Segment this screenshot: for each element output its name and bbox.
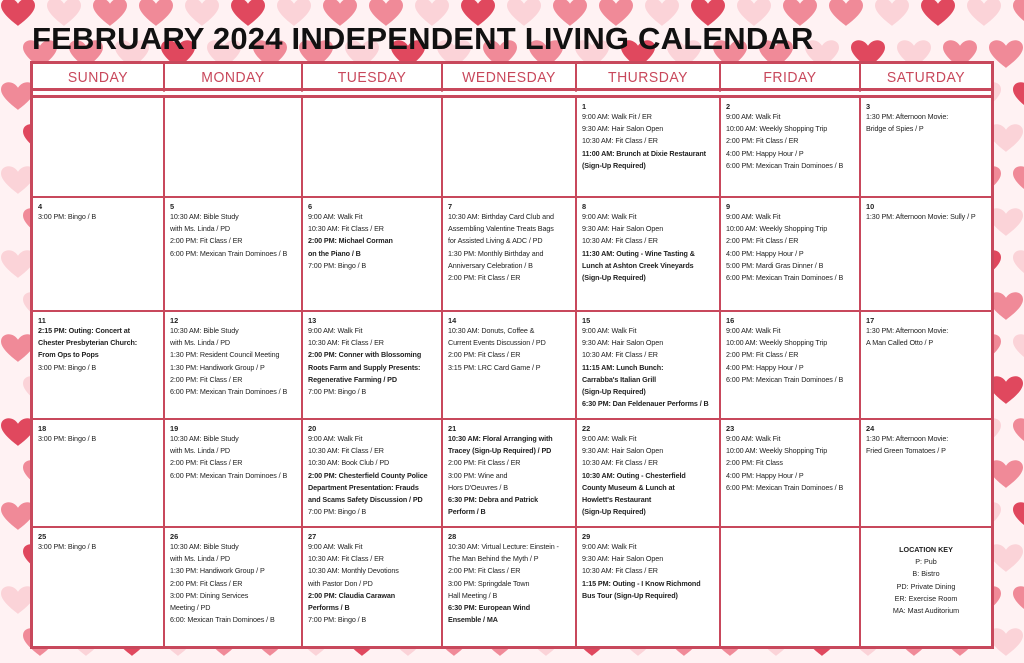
day-number: 28 [448,532,457,541]
heart-decoration [989,40,1023,68]
event-line: 2:00 PM: Fit Class [726,458,783,468]
event-line: 3:00 PM: Bingo / B [38,434,97,443]
event-line: 1:30 PM: Handiwork Group / P [170,566,265,576]
event-line: Hall Meeting / B [448,590,498,600]
event-line: 2:00 PM: Conner with Blossoming [308,350,422,360]
day-number: 6 [308,202,313,211]
location-key-item: MA: Mast Auditorium [892,606,960,616]
event-line: Performs / B [308,603,350,613]
event-line: 2:00 PM: Fit Class / ER [170,236,243,246]
event-line: 2:00 PM: Michael Corman [308,236,393,246]
event-line: A Man Called Otto / P [866,338,934,348]
event-line: 7:00 PM: Bingo / B [308,615,367,625]
event-line: The Man Behind the Myth / P [448,554,539,564]
event-line: 3:00 PM: Wine and [448,470,508,480]
day-number [170,102,296,111]
event-line: Assembling Valentine Treats Bags [448,224,554,234]
event-line: 7:00 PM: Bingo / B [308,260,367,270]
event-line: 10:30 AM: Fit Class / ER [308,338,384,348]
day-cell [721,98,861,198]
day-cell [577,420,721,528]
location-key-title: LOCATION KEY [899,545,953,554]
event-line: 9:00 AM: Walk Fit [582,434,637,443]
event-line: 10:30 AM: Fit Class / ER [582,350,658,360]
event-line: 6:00 PM: Mexican Train Dominoes / B [726,482,844,492]
event-line: 6:30 PM: Dan Feldenauer Performs / B [582,399,709,409]
location-key-item: P: Pub [915,557,937,567]
event-line: 3:00 PM: Bingo / B [38,542,97,551]
day-number: 4 [38,202,43,211]
day-cell [861,198,991,312]
event-line: 10:30 AM: Fit Class / ER [582,458,658,468]
event-line: 10:30 AM: Monthly Devotions [308,566,399,576]
day-cell [303,528,443,646]
event-line: 3:00 PM: Bingo / B [38,362,97,372]
weekday-header-saturday: SATURDAY [886,68,966,86]
event-line: 1:30 PM: Monthly Birthday and [448,248,544,258]
event-line: with Ms. Linda / PD [170,224,231,234]
event-line: 2:00 PM: Fit Class / ER [170,374,243,384]
page-title: FEBRUARY 2024 INDEPENDENT LIVING CALENDAR [32,21,814,56]
day-cell [861,312,991,420]
day-number: 16 [726,316,735,325]
day-number: 5 [170,202,175,211]
event-line: 9:00 AM: Walk Fit [726,212,781,221]
event-line: 6:00: Mexican Train Dominoes / B [170,615,275,625]
day-number: 10 [866,202,875,211]
event-line: 9:00 AM: Walk Fit / ER [582,112,652,121]
location-key-item: B: Bistro [912,569,940,579]
event-line: 4:00 PM: Happy Hour / P [726,248,804,258]
heart-decoration [1013,586,1024,614]
event-line: Bus Tour (Sign-Up Required) [582,590,678,600]
day-number: 8 [582,202,587,211]
heart-decoration [1013,250,1024,278]
day-number [308,102,436,111]
event-line: Perform / B [448,507,486,517]
event-line: 7:00 PM: Bingo / B [308,387,367,397]
event-line: on the Piano / B [308,248,361,258]
event-line: 10:30 AM: Floral Arranging with [448,434,553,443]
day-cell [443,198,577,312]
event-line: 2:00 PM: Fit Class / ER [726,236,799,246]
event-line: 3:00 PM: Bingo / B [38,212,97,221]
weekday-header-tuesday: TUESDAY [303,63,443,91]
event-line: with Ms. Linda / PD [170,338,231,348]
event-line: 10:30 AM: Bible Study [170,542,239,551]
event-line: 6:30 PM: Debra and Patrick [448,495,539,505]
day-cell [33,198,165,312]
event-line: (Sign-Up Required) [582,387,646,397]
heart-decoration [989,460,1023,488]
day-cell [33,98,165,198]
day-cell [577,98,721,198]
day-number: 22 [582,424,591,433]
event-line: with Ms. Linda / PD [170,554,231,564]
heart-decoration [1013,418,1024,446]
event-line: 9:30 AM: Hair Salon Open [582,446,664,456]
event-line: Carrabba's Italian Grill [582,374,657,384]
day-number: 20 [308,424,317,433]
event-line: 6:00 PM: Mexican Train Dominoes / B [726,160,844,170]
location-key [861,528,991,646]
day-cell [303,198,443,312]
event-line: 10:30 AM: Bible Study [170,434,239,443]
day-number: 9 [726,202,731,211]
day-number: 27 [308,532,317,541]
event-line: Bridge of Spies / P [866,124,924,134]
event-line: 2:00 PM: Fit Class / ER [170,458,243,468]
event-line: (Sign-Up Required) [582,273,646,283]
event-line: 1:15 PM: Outing - I Know Richmond [582,578,701,588]
day-number: 29 [582,532,591,541]
event-line: 10:00 AM: Weekly Shopping Trip [726,338,828,348]
heart-decoration [967,0,1001,26]
event-line: 4:00 PM: Happy Hour / P [726,362,804,372]
event-line: 10:30 AM: Birthday Card Club and [448,212,554,221]
event-line: 10:30 AM: Outing - Chesterfield [582,470,686,480]
day-cell [165,528,303,646]
day-cell [33,312,165,420]
event-line: 10:30 AM: Bible Study [170,326,239,335]
event-line: 9:30 AM: Hair Salon Open [582,224,664,234]
day-number: 14 [448,316,457,325]
event-line: 10:00 AM: Weekly Shopping Trip [726,446,828,456]
event-line: 10:30 AM: Fit Class / ER [582,566,658,576]
calendar-grid [30,61,994,649]
location-key-item: PD: Private Dining [896,581,956,591]
day-cell [721,420,861,528]
event-line: 9:30 AM: Hair Salon Open [582,554,664,564]
day-cell [443,312,577,420]
heart-decoration [1013,82,1024,110]
event-line: 9:00 AM: Walk Fit [308,434,363,443]
heart-decoration [1013,0,1024,26]
event-line: 2:00 PM: Fit Class / ER [448,566,521,576]
event-line: 10:30 AM: Fit Class / ER [308,446,384,456]
event-line: Howlett's Restaurant [582,495,652,505]
event-line: 2:00 PM: Fit Class / ER [170,578,243,588]
heart-decoration [875,0,909,26]
event-line: 1:30 PM: Afternoon Movie: Sully / P [866,212,976,221]
event-line: 1:30 PM: Afternoon Movie: [866,434,949,443]
day-number: 23 [726,424,735,433]
event-line: 4:00 PM: Happy Hour / P [726,148,804,158]
day-cell [443,528,577,646]
day-number: 21 [448,424,457,433]
event-line: 3:00 PM: Dining Services [170,590,249,600]
weekday-header-thursday: THURSDAY [577,63,721,91]
event-line: 2:15 PM: Outing: Concert at [38,326,130,335]
day-number: 19 [170,424,179,433]
event-line: and Scams Safety Discussion / PD [308,495,423,505]
event-line: with Ms. Linda / PD [170,446,231,456]
day-number: 25 [38,532,47,541]
day-cell [33,420,165,528]
heart-decoration [1013,502,1024,530]
day-number [38,102,158,111]
event-line: 9:00 AM: Walk Fit [582,212,637,221]
heart-decoration [829,0,863,26]
event-line: 2:00 PM: Claudia Carawan [308,590,396,600]
day-number [448,102,570,111]
day-number [726,532,854,541]
event-line: 10:30 AM: Donuts, Coffee & [448,326,535,335]
heart-decoration [1,0,35,26]
event-line: County Museum & Lunch at [582,482,675,492]
day-cell [443,98,577,198]
event-line: 2:00 PM: Fit Class / ER [448,350,521,360]
event-line: 6:30 PM: European Wind [448,603,530,613]
event-line: 9:00 AM: Walk Fit [308,542,363,551]
event-line: 10:30 AM: Fit Class / ER [582,236,658,246]
event-line: Fried Green Tomatoes / P [866,446,946,456]
event-line: Hors D'Oeuvres / B [448,482,508,492]
weekday-header-wednesday: WEDNESDAY [443,63,577,91]
event-line: for Assisted Living & ADC / PD [448,236,543,246]
event-line: 11:30 AM: Outing - Wine Tasting & [582,248,695,258]
event-line: Tracey (Sign-Up Required) / PD [448,446,552,456]
event-line: 1:30 PM: Afternoon Movie: [866,112,949,121]
event-line: 11:00 AM: Brunch at Dixie Restaurant [582,148,706,158]
event-line: 2:00 PM: Fit Class / ER [448,273,521,283]
day-number: 26 [170,532,179,541]
day-number: 3 [866,102,871,111]
event-line: 2:00 PM: Fit Class / ER [726,136,799,146]
event-line: Lunch at Ashton Creek Vineyards [582,260,694,270]
event-line: Chester Presbyterian Church: [38,338,138,348]
heart-decoration [989,124,1023,152]
event-line: 10:30 AM: Book Club / PD [308,458,390,468]
event-line: 3:00 PM: Springdale Town [448,578,530,588]
event-line: 6:00 PM: Mexican Train Dominoes / B [170,387,288,397]
event-line: 9:00 AM: Walk Fit [582,542,637,551]
event-line: 5:00 PM: Mardi Gras Dinner / B [726,260,824,270]
day-number: 18 [38,424,47,433]
heart-decoration [989,208,1023,236]
event-line: 4:00 PM: Happy Hour / P [726,470,804,480]
event-line: 6:00 PM: Mexican Train Dominoes / B [726,374,844,384]
day-number: 24 [866,424,875,433]
event-line: (Sign-Up Required) [582,160,646,170]
event-line: 9:00 AM: Walk Fit [308,212,363,221]
event-line: Current Events Discussion / PD [448,338,546,348]
day-number: 15 [582,316,591,325]
event-line: 2:00 PM: Fit Class / ER [448,458,521,468]
event-line: 10:00 AM: Weekly Shopping Trip [726,124,828,134]
day-cell [165,312,303,420]
heart-decoration [989,544,1023,572]
day-cell [165,198,303,312]
day-cell [861,420,991,528]
event-line: (Sign-Up Required) [582,507,646,517]
event-line: 6:00 PM: Mexican Train Dominoes / B [726,273,844,283]
day-cell [721,198,861,312]
heart-decoration [989,292,1023,320]
event-line: 1:30 PM: Resident Council Meeting [170,350,280,360]
event-line: 10:00 AM: Weekly Shopping Trip [726,224,828,234]
day-cell [577,198,721,312]
event-line: 10:30 AM: Fit Class / ER [308,224,384,234]
heart-decoration [921,0,955,26]
event-line: 1:30 PM: Afternoon Movie: [866,326,949,335]
day-number: 2 [726,102,731,111]
day-cell [165,420,303,528]
event-line: 10:30 AM: Bible Study [170,212,239,221]
event-line: 9:30 AM: Hair Salon Open [582,338,664,348]
event-line: 9:00 AM: Walk Fit [726,112,781,121]
weekday-header-friday: FRIDAY [721,63,861,91]
event-line: Regenerative Farming / PD [308,374,397,384]
day-number: 12 [170,316,179,325]
day-cell [165,98,303,198]
heart-decoration [989,376,1023,404]
day-cell [721,528,861,646]
event-line: 2:00 PM: Fit Class / ER [726,350,799,360]
day-cell [861,98,991,198]
event-line: 10:30 AM: Fit Class / ER [582,136,658,146]
weekday-header-row [33,64,991,91]
event-line: 9:00 AM: Walk Fit [308,326,363,335]
day-cell [577,528,721,646]
event-line: 11:15 AM: Lunch Bunch: [582,362,664,372]
day-number: 17 [866,316,875,325]
event-line: 6:00 PM: Mexican Train Dominoes / B [170,470,288,480]
event-line: Roots Farm and Supply Presents: [308,362,421,372]
event-line: with Pastor Don / PD [308,578,373,588]
event-line: 3:15 PM: LRC Card Game / P [448,362,541,372]
day-cell [303,312,443,420]
day-number: 7 [448,202,453,211]
weekday-header-monday: MONDAY [165,63,303,91]
event-line: 6:00 PM: Mexican Train Dominoes / B [170,248,288,258]
event-line: 9:00 AM: Walk Fit [726,326,781,335]
day-number: 11 [38,316,46,325]
heart-decoration [1013,166,1024,194]
event-line: 7:00 PM: Bingo / B [308,507,367,517]
day-cell [303,420,443,528]
event-line: 9:30 AM: Hair Salon Open [582,124,664,134]
weekday-header-sunday: SUNDAY [33,63,165,91]
event-line: Anniversary Celebration / B [448,260,533,270]
day-number: 1 [582,102,587,111]
day-number: 13 [308,316,317,325]
day-cell [443,420,577,528]
heart-decoration [989,628,1023,656]
day-cell [721,312,861,420]
location-key-item: ER: Exercise Room [894,593,958,603]
event-line: 9:00 AM: Walk Fit [726,434,781,443]
event-line: 2:00 PM: Chesterfield County Police [308,470,428,480]
event-line: 10:30 AM: Virtual Lecture: Einstein - [448,542,559,551]
event-line: Ensemble / MA [448,615,498,625]
event-line: 10:30 AM: Fit Class / ER [308,554,384,564]
heart-decoration [1013,334,1024,362]
day-cell [303,98,443,198]
event-line: 1:30 PM: Handiwork Group / P [170,362,265,372]
day-cell [577,312,721,420]
event-line: Meeting / PD [170,603,211,613]
event-line: Department Presentation: Frauds [308,482,419,492]
event-line: From Ops to Pops [38,350,99,360]
day-cell [33,528,165,646]
event-line: 9:00 AM: Walk Fit [582,326,637,335]
